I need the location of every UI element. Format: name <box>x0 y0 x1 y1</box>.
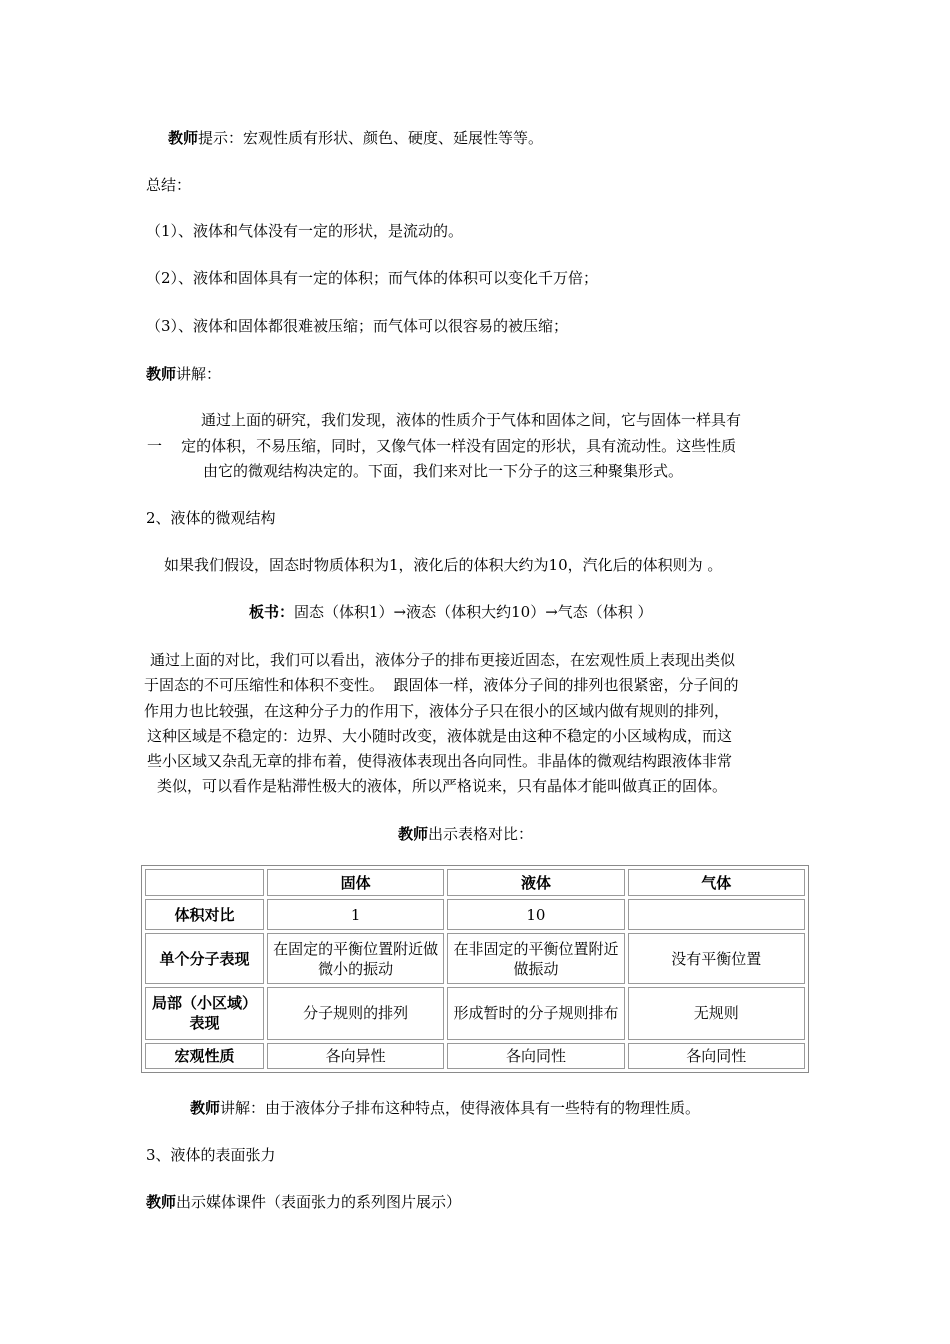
summary-item-2: （2）、液体和固体具有一定的体积；而气体的体积可以变化千万倍； <box>146 269 599 287</box>
table-header-row <box>145 869 805 896</box>
section-3-title: 3、液体的表面张力 <box>146 1146 276 1164</box>
row-label: 局部（小区域）表现 <box>145 987 264 1040</box>
table-header-corner <box>145 869 264 896</box>
table-cell: 10 <box>447 899 624 930</box>
row-label: 体积对比 <box>145 899 264 930</box>
table-cell: 在非固定的平衡位置附近做振动 <box>447 933 624 984</box>
table-cell: 无规则 <box>628 987 805 1040</box>
table-cell: 各向异性 <box>267 1043 444 1069</box>
teacher-hint-text: 提示：宏观性质有形状、颜色、硬度、延展性等等。 <box>198 129 544 147</box>
table-row <box>145 933 805 984</box>
table-header-gas: 气体 <box>628 869 805 896</box>
table-cell: 1 <box>267 899 444 930</box>
teacher-lecture-1 <box>146 364 221 384</box>
comparison-table <box>141 865 809 1073</box>
teacher-label: 教师 <box>168 129 199 147</box>
row-label: 宏观性质 <box>145 1043 264 1069</box>
assume-line: 如果我们假设，固态时物质体积为1，液化后的体积大约为10，汽化后的体积则为 。 <box>164 556 723 574</box>
row-label: 单个分子表现 <box>145 933 264 984</box>
table-cell: 没有平衡位置 <box>628 933 805 984</box>
teacher-lecture-2-text: 讲解：由于液体分子排布这种特点，使得液体具有一些特有的物理性质。 <box>220 1099 701 1117</box>
teacher-lecture-1-text: 讲解： <box>176 365 222 383</box>
table-caption <box>398 824 533 844</box>
summary-item-1: （1）、液体和气体没有一定的形状，是流动的。 <box>146 222 464 240</box>
table-header-liquid: 液体 <box>447 869 624 896</box>
summary-label: 总结： <box>146 176 192 194</box>
compare-line-1: 通过上面的对比，我们可以看出，液体分子的排布更接近固态，在宏观性质上表现出类似 <box>150 651 736 669</box>
teacher-label: 教师 <box>146 365 177 383</box>
teacher-label: 教师 <box>190 1099 221 1117</box>
board-text: 固态（体积1）→液态（体积大约10）→气态（体积 ） <box>294 603 653 621</box>
table-cell: 各向同性 <box>447 1043 624 1069</box>
table-cell: 各向同性 <box>628 1043 805 1069</box>
teacher-hint <box>168 128 543 148</box>
board-label: 板书： <box>249 603 295 621</box>
table-cell: 分子规则的排列 <box>267 987 444 1040</box>
lecture-1-line-1: 通过上面的研究，我们发现，液体的性质介于气体和固体之间，它与固体一样具有 <box>201 411 742 429</box>
table-row <box>145 899 805 930</box>
table-cell: 形成暂时的分子规则排布 <box>447 987 624 1040</box>
teacher-media-text: 出示媒体课件（表面张力的系列图片展示） <box>176 1193 462 1211</box>
teacher-lecture-2 <box>190 1098 700 1118</box>
teacher-media <box>146 1192 461 1212</box>
table-cell: 在固定的平衡位置附近做微小的振动 <box>267 933 444 984</box>
board-writing <box>249 602 653 622</box>
table-row <box>145 987 805 1040</box>
summary-item-3: （3）、液体和固体都很难被压缩；而气体可以很容易的被压缩； <box>146 317 569 335</box>
compare-line-4: 这种区域是不稳定的：边界、大小随时改变，液体就是由这种不稳定的小区域构成，而这 <box>147 727 733 745</box>
compare-line-2: 于固态的不可压缩性和体积不变性。 跟固体一样，液体分子间的排列也很紧密，分子间的 <box>144 676 739 694</box>
lecture-1-line-2: 一 定的体积，不易压缩，同时，又像气体一样没有固定的形状，具有流动性。这些性质 <box>147 437 737 455</box>
table-cell <box>628 899 805 930</box>
compare-line-5: 些小区域又杂乱无章的排布着，使得液体表现出各向同性。非晶体的微观结构跟液体非常 <box>147 752 733 770</box>
teacher-label: 教师 <box>398 825 429 843</box>
table-row <box>145 1043 805 1069</box>
teacher-label: 教师 <box>146 1193 177 1211</box>
compare-line-6: 类似，可以看作是粘滞性极大的液体，所以严格说来，只有晶体才能叫做真正的固体。 <box>157 777 728 795</box>
compare-line-3: 作用力也比较强，在这种分子力的作用下，液体分子只在很小的区域内做有规则的排列， <box>144 702 730 720</box>
table-header-solid: 固体 <box>267 869 444 896</box>
section-2-title: 2、液体的微观结构 <box>146 509 276 527</box>
lecture-1-line-3: 由它的微观结构决定的。下面，我们来对比一下分子的这三种聚集形式。 <box>203 462 684 480</box>
table-caption-text: 出示表格对比： <box>428 825 534 843</box>
